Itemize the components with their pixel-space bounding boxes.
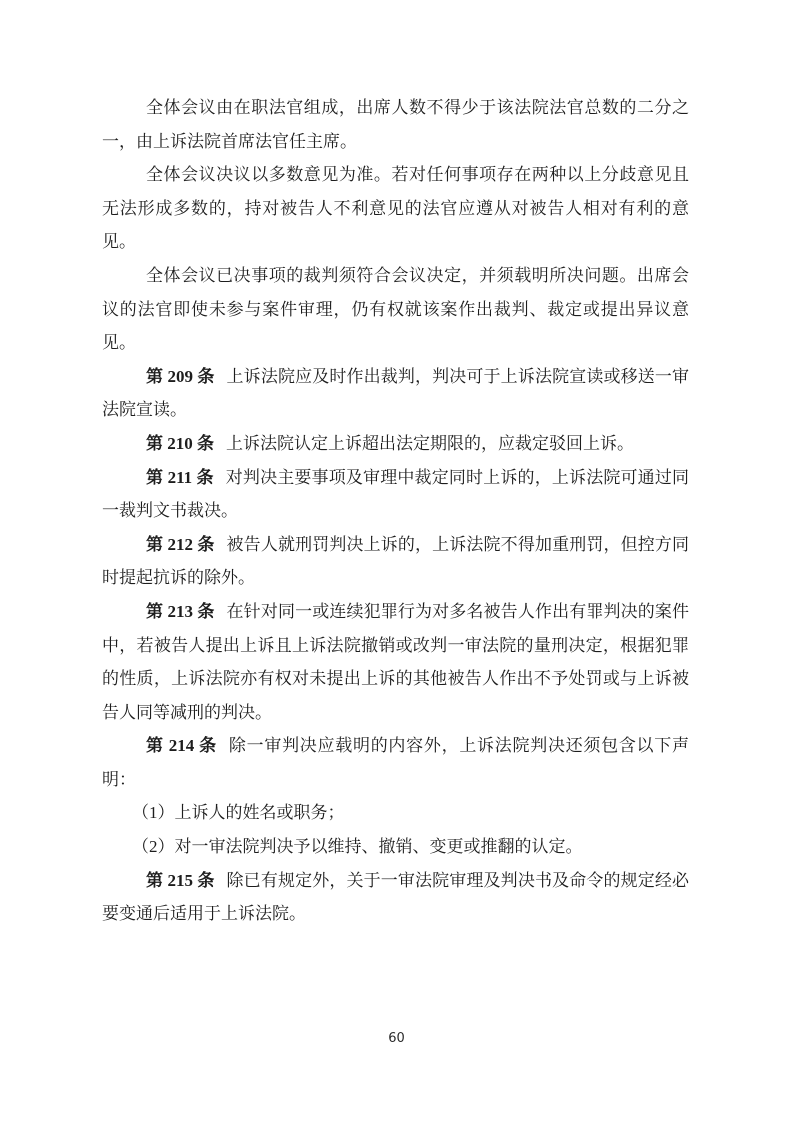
paragraph-text: （2）对一审法院判决予以维持、撤销、变更或推翻的认定。 bbox=[132, 837, 583, 857]
article-text: 除已有规定外，关于一审法院审理及判决书及命令的规定经必要变通后适用于上诉法院。 bbox=[102, 870, 690, 924]
paragraph-text: 全体会议已决事项的裁判须符合会议决定，并须载明所决问题。出席会议的法官即使未参与案件审理，仍有权就该案作出裁判、裁定或提出异议意见。 bbox=[102, 265, 689, 353]
article-text: 在针对同一或连续犯罪行为对多名被告人作出有罪判决的案件中，若被告人提出上诉且上诉法院撤销或改判一审法院的量刑决定，根据犯罪的性质，上诉法院亦有权对未提出上诉的其他被告人作出不予处罚或与上诉被告人同等减刑的判决。 bbox=[102, 601, 690, 722]
article-paragraph bbox=[102, 595, 689, 729]
article-number: 第 209 条 bbox=[146, 366, 215, 386]
article-paragraph bbox=[102, 864, 689, 931]
article-text: 上诉法院认定上诉超出法定期限的，应裁定驳回上诉。 bbox=[226, 433, 634, 453]
article-paragraph bbox=[102, 360, 689, 427]
article-text: 上诉法院应及时作出裁判，判决可于上诉法院宣读或移送一审法院宣读。 bbox=[102, 366, 690, 420]
list-item bbox=[102, 796, 689, 830]
article-number: 第 213 条 bbox=[146, 601, 215, 621]
article-text: 除一审判决应载明的内容外，上诉法院判决还须包含以下声明： bbox=[102, 736, 690, 789]
article-text: 被告人就刑罚判决上诉的，上诉法院不得加重刑罚，但控方同时提起抗诉的除外。 bbox=[102, 534, 690, 588]
article-paragraph bbox=[102, 461, 689, 528]
article-paragraph bbox=[102, 427, 689, 461]
paragraph bbox=[102, 158, 689, 259]
document-content bbox=[102, 91, 689, 931]
article-number: 第 214 条 bbox=[146, 736, 217, 756]
paragraph bbox=[102, 91, 689, 158]
article-number: 第 212 条 bbox=[146, 534, 215, 554]
article-number: 第 210 条 bbox=[146, 433, 214, 453]
article-number: 第 211 条 bbox=[146, 467, 214, 487]
article-text: 对判决主要事项及审理中裁定同时上诉的，上诉法院可通过同一裁判文书裁决。 bbox=[102, 467, 690, 521]
article-number: 第 215 条 bbox=[146, 870, 215, 890]
paragraph-text: （1）上诉人的姓名或职务； bbox=[132, 803, 345, 823]
page-number: 60 bbox=[388, 1031, 405, 1046]
paragraph-text: 全体会议由在职法官组成，出席人数不得少于该法院法官总数的二分之一，由上诉法院首席法官任主席。 bbox=[102, 98, 689, 151]
paragraph-text: 全体会议决议以多数意见为准。若对任何事项存在两种以上分歧意见且无法形成多数的，持对被告人不利意见的法官应遵从对被告人相对有利的意见。 bbox=[102, 165, 689, 252]
article-paragraph bbox=[102, 729, 689, 796]
list-item bbox=[102, 830, 689, 864]
paragraph bbox=[102, 259, 689, 360]
article-paragraph bbox=[102, 528, 689, 595]
